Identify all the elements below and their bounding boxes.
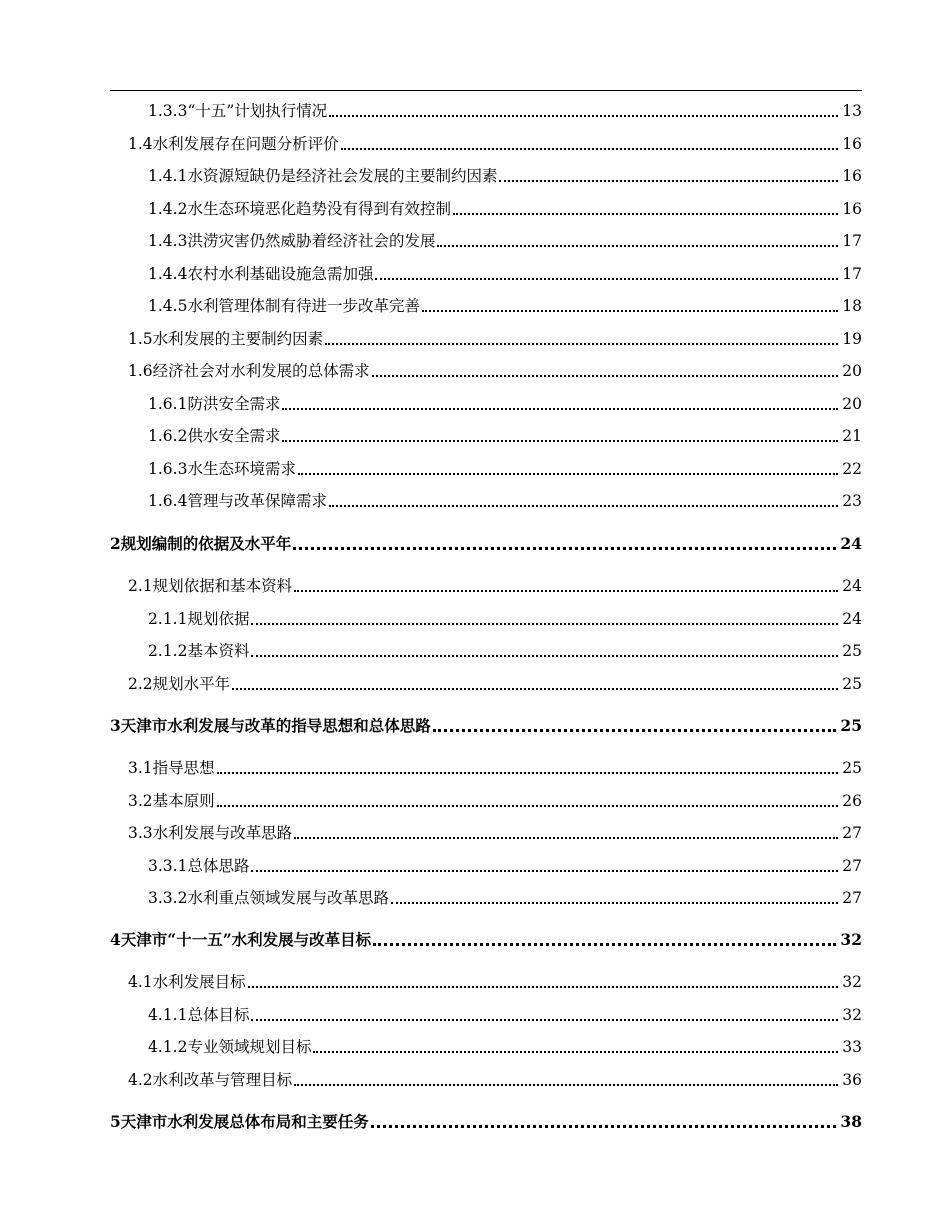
toc-leader-dots	[341, 144, 838, 150]
toc-entry-page-number: 16	[842, 135, 862, 153]
toc-entry[interactable]	[148, 292, 862, 316]
toc-leader-dots	[373, 939, 836, 946]
toc-entry[interactable]	[128, 754, 862, 778]
toc-entry[interactable]	[110, 1108, 862, 1132]
toc-entry[interactable]	[148, 260, 862, 284]
header-rule	[110, 90, 862, 91]
toc-leader-dots	[329, 111, 838, 117]
toc-entry-title: 1.4.5水利管理体制有待进一步改革完善	[148, 297, 420, 315]
toc-leader-dots	[294, 1080, 838, 1086]
toc-entry-page-number: 18	[842, 297, 862, 315]
toc-leader-dots	[251, 651, 838, 657]
toc-entry[interactable]	[128, 819, 862, 843]
toc-entry-title: 4.2水利改革与管理目标	[128, 1071, 293, 1089]
toc-entry-page-number: 19	[842, 330, 862, 348]
toc-entry[interactable]	[128, 670, 862, 694]
toc-entry[interactable]	[148, 1033, 862, 1057]
toc-entry[interactable]	[148, 852, 862, 876]
toc-leader-dots	[217, 801, 838, 807]
toc-entry-title: 4.1.1总体目标	[148, 1006, 250, 1024]
toc-entry-page-number: 27	[842, 857, 862, 875]
toc-entry-page-number: 25	[842, 675, 862, 693]
toc-entry-page-number: 17	[842, 265, 862, 283]
toc-leader-dots	[298, 469, 838, 475]
toc-entry[interactable]	[148, 390, 862, 414]
toc-entry[interactable]	[148, 637, 862, 661]
toc-entry-title: 4.1.2专业领域规划目标	[148, 1038, 312, 1056]
toc-entry[interactable]	[128, 572, 862, 596]
toc-entry-title: 1.4水利发展存在问题分析评价	[128, 135, 339, 153]
toc-entry-title: 2.1规划依据和基本资料	[128, 577, 293, 595]
toc-entry[interactable]	[148, 422, 862, 446]
toc-entry-title: 5天津市水利发展总体布局和主要任务	[110, 1112, 369, 1131]
toc-entry[interactable]	[128, 1066, 862, 1090]
toc-entry[interactable]	[128, 968, 862, 992]
toc-entry[interactable]	[148, 455, 862, 479]
toc-leader-dots	[251, 619, 838, 625]
toc-entry[interactable]	[148, 195, 862, 219]
toc-leader-dots	[251, 1015, 838, 1021]
toc-leader-dots	[453, 209, 838, 215]
toc-leader-dots	[371, 1121, 837, 1128]
toc-entry[interactable]	[148, 884, 862, 908]
toc-entry[interactable]	[148, 97, 862, 121]
toc-entry-page-number: 16	[842, 200, 862, 218]
toc-entry-title: 1.6.1防洪安全需求	[148, 395, 281, 413]
toc-leader-dots	[294, 833, 838, 839]
toc-entry-page-number: 33	[842, 1038, 862, 1056]
toc-entry-page-number: 25	[842, 759, 862, 777]
toc-entry-page-number: 38	[840, 1112, 862, 1131]
toc-entry-title: 4.1水利发展目标	[128, 973, 246, 991]
toc-leader-dots	[294, 586, 838, 592]
toc-entry-page-number: 20	[842, 395, 862, 413]
toc-entry[interactable]	[110, 712, 862, 736]
toc-entry-title: 1.4.4农村水利基础设施急需加强	[148, 265, 374, 283]
toc-entry-title: 3.3.2水利重点领域发展与改革思路	[148, 889, 389, 907]
toc-entry-title: 3.3.1总体思路	[148, 857, 250, 875]
toc-entry-title: 3.1指导思想	[128, 759, 215, 777]
toc-entry-page-number: 36	[842, 1071, 862, 1089]
toc-leader-dots	[313, 1047, 838, 1053]
toc-entry-title: 3.2基本原则	[128, 792, 215, 810]
toc-leader-dots	[329, 501, 838, 507]
toc-entry-page-number: 32	[840, 930, 862, 949]
toc-entry[interactable]	[148, 162, 862, 186]
toc-entry-title: 2.1.1规划依据	[148, 610, 250, 628]
toc-leader-dots	[248, 982, 838, 988]
toc-entry[interactable]	[148, 1001, 862, 1025]
toc-leader-dots	[437, 241, 838, 247]
toc-entry-page-number: 27	[842, 824, 862, 842]
toc-entry[interactable]	[148, 487, 862, 511]
toc-leader-dots	[325, 339, 838, 345]
toc-leader-dots	[422, 306, 838, 312]
toc-entry[interactable]	[128, 130, 862, 154]
toc-leader-dots	[217, 768, 838, 774]
toc-entry[interactable]	[128, 357, 862, 381]
toc-entry-title: 1.6.2供水安全需求	[148, 427, 281, 445]
toc-leader-dots	[375, 274, 838, 280]
toc-entry-page-number: 27	[842, 889, 862, 907]
toc-entry-page-number: 24	[842, 610, 862, 628]
toc-entry-title: 3.3水利发展与改革思路	[128, 824, 293, 842]
toc-entry-page-number: 23	[842, 492, 862, 510]
toc-leader-dots	[391, 898, 838, 904]
toc-entry-page-number: 26	[842, 792, 862, 810]
toc-entry[interactable]	[128, 787, 862, 811]
toc-entry-title: 1.6.4管理与改革保障需求	[148, 492, 327, 510]
toc-entry-page-number: 32	[842, 973, 862, 991]
toc-leader-dots	[293, 543, 836, 550]
toc-entry-page-number: 32	[842, 1006, 862, 1024]
toc-entry[interactable]	[128, 325, 862, 349]
toc-entry[interactable]	[110, 926, 862, 950]
toc-entry[interactable]	[148, 227, 862, 251]
toc-entry-page-number: 17	[842, 232, 862, 250]
toc-entry-title: 1.6经济社会对水利发展的总体需求	[128, 362, 370, 380]
toc-entry-title: 2.2规划水平年	[128, 675, 231, 693]
toc-entry-title: 1.4.3洪涝灾害仍然威胁着经济社会的发展	[148, 232, 436, 250]
toc-entry-page-number: 21	[842, 427, 862, 445]
toc-leader-dots	[232, 684, 838, 690]
toc-entry-page-number: 25	[842, 642, 862, 660]
toc-leader-dots	[372, 371, 838, 377]
toc-entry-page-number: 16	[842, 167, 862, 185]
toc-entry-page-number: 24	[842, 577, 862, 595]
toc-entry-page-number: 22	[842, 460, 862, 478]
toc-entry-page-number: 24	[840, 534, 862, 553]
toc-entry-title: 1.3.3“十五”计划执行情况	[148, 102, 328, 120]
toc-leader-dots	[282, 404, 838, 410]
toc-leader-dots	[433, 725, 837, 732]
toc-entry-title: 2.1.2基本资料	[148, 642, 250, 660]
toc-entry-page-number: 25	[840, 716, 862, 735]
toc-entry-title: 1.5水利发展的主要制约因素	[128, 330, 324, 348]
toc-entry-title: 1.4.2水生态环境恶化趋势没有得到有效控制	[148, 200, 451, 218]
toc-leader-dots	[499, 176, 838, 182]
toc-entry[interactable]	[148, 605, 862, 629]
toc-entry-title: 4天津市“十一五”水利发展与改革目标	[110, 930, 372, 949]
toc-leader-dots	[251, 866, 838, 872]
toc-entry-title: 2规划编制的依据及水平年	[110, 534, 292, 553]
toc-entry-page-number: 13	[842, 102, 862, 120]
toc-entry-title: 1.6.3水生态环境需求	[148, 460, 296, 478]
toc-entry-title: 3天津市水利发展与改革的指导思想和总体思路	[110, 716, 431, 735]
toc-leader-dots	[282, 436, 838, 442]
toc-entry-title: 1.4.1水资源短缺仍是经济社会发展的主要制约因素	[148, 167, 498, 185]
toc-entry[interactable]	[110, 530, 862, 554]
toc-entry-page-number: 20	[842, 362, 862, 380]
